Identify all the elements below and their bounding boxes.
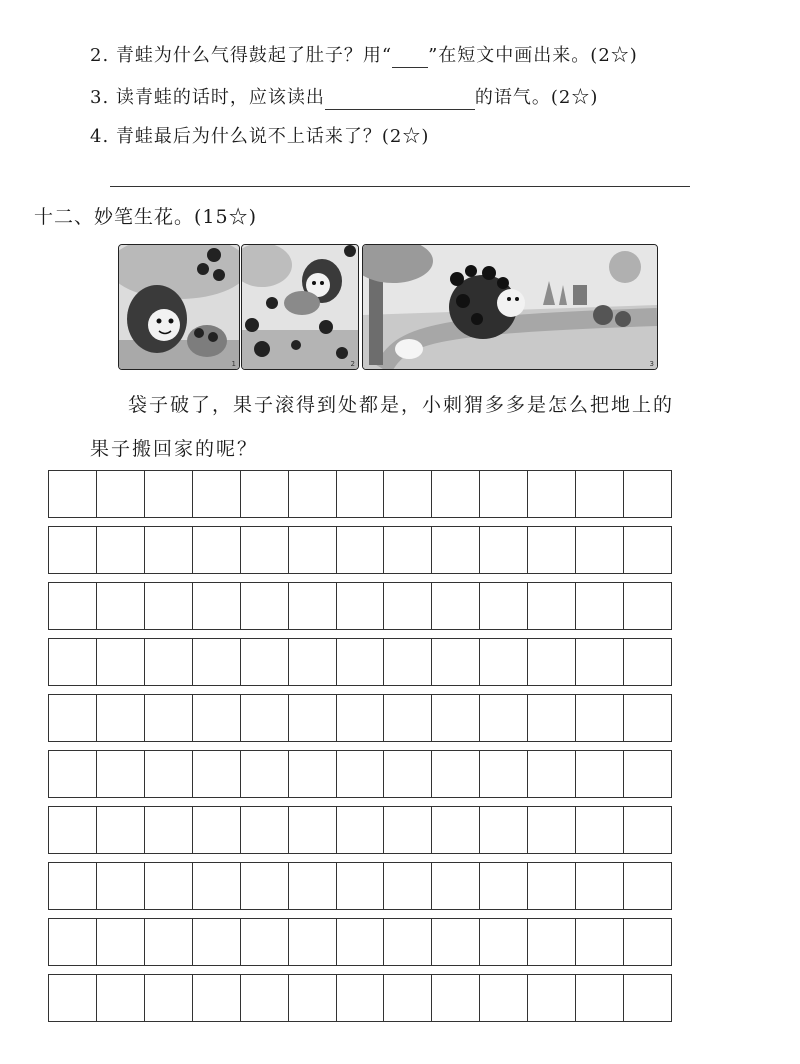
grid-cell[interactable]: [289, 919, 337, 965]
grid-cell[interactable]: [624, 863, 671, 909]
grid-cell[interactable]: [97, 919, 145, 965]
grid-cell[interactable]: [145, 583, 193, 629]
grid-cell[interactable]: [289, 807, 337, 853]
grid-row: [48, 582, 672, 630]
grid-cell[interactable]: [432, 471, 480, 517]
question-2-text-a: 2. 青蛙为什么气得鼓起了肚子？用“: [90, 45, 393, 66]
grid-cell[interactable]: [528, 807, 576, 853]
grid-cell[interactable]: [528, 751, 576, 797]
grid-cell[interactable]: [49, 695, 97, 741]
grid-cell[interactable]: [145, 527, 193, 573]
grid-cell[interactable]: [432, 919, 480, 965]
grid-cell[interactable]: [49, 583, 97, 629]
question-3-text-a: 3. 读青蛙的话时，应该读出: [90, 87, 325, 108]
grid-cell[interactable]: [480, 975, 528, 1021]
grid-cell[interactable]: [97, 695, 145, 741]
grid-cell[interactable]: [528, 695, 576, 741]
grid-cell[interactable]: [576, 695, 624, 741]
grid-cell[interactable]: [576, 919, 624, 965]
grid-cell[interactable]: [289, 751, 337, 797]
grid-cell[interactable]: [145, 695, 193, 741]
grid-cell[interactable]: [624, 471, 671, 517]
hedgehog-picking-fruit-illustration: [119, 245, 239, 369]
grid-cell[interactable]: [384, 975, 432, 1021]
grid-cell[interactable]: [384, 639, 432, 685]
grid-cell[interactable]: [337, 807, 385, 853]
grid-cell[interactable]: [624, 639, 671, 685]
grid-cell[interactable]: [480, 527, 528, 573]
grid-cell[interactable]: [432, 527, 480, 573]
grid-cell[interactable]: [241, 919, 289, 965]
grid-cell[interactable]: [576, 639, 624, 685]
grid-cell[interactable]: [289, 583, 337, 629]
grid-cell[interactable]: [576, 807, 624, 853]
grid-cell[interactable]: [480, 919, 528, 965]
grid-cell[interactable]: [145, 471, 193, 517]
picture-panel-3: [362, 244, 658, 370]
grid-cell[interactable]: [528, 639, 576, 685]
grid-cell[interactable]: [193, 863, 241, 909]
grid-cell[interactable]: [480, 639, 528, 685]
grid-cell[interactable]: [241, 751, 289, 797]
grid-cell[interactable]: [241, 863, 289, 909]
grid-cell[interactable]: [145, 807, 193, 853]
grid-cell[interactable]: [97, 751, 145, 797]
grid-cell[interactable]: [384, 751, 432, 797]
grid-cell[interactable]: [289, 527, 337, 573]
grid-cell[interactable]: [384, 527, 432, 573]
grid-cell[interactable]: [528, 527, 576, 573]
grid-cell[interactable]: [241, 807, 289, 853]
grid-cell[interactable]: [384, 471, 432, 517]
grid-cell[interactable]: [480, 751, 528, 797]
grid-cell[interactable]: [97, 863, 145, 909]
grid-cell[interactable]: [576, 863, 624, 909]
grid-cell[interactable]: [241, 583, 289, 629]
grid-row: [48, 638, 672, 686]
grid-cell[interactable]: [432, 863, 480, 909]
grid-cell[interactable]: [337, 863, 385, 909]
grid-cell[interactable]: [49, 639, 97, 685]
grid-cell[interactable]: [193, 695, 241, 741]
grid-cell[interactable]: [49, 919, 97, 965]
grid-cell[interactable]: [241, 639, 289, 685]
grid-cell[interactable]: [624, 919, 671, 965]
grid-cell[interactable]: [145, 919, 193, 965]
grid-cell[interactable]: [480, 583, 528, 629]
grid-cell[interactable]: [528, 471, 576, 517]
grid-cell[interactable]: [384, 807, 432, 853]
question-4: [90, 125, 429, 149]
grid-cell[interactable]: [289, 695, 337, 741]
grid-cell[interactable]: [528, 863, 576, 909]
question-2-blank[interactable]: [392, 47, 428, 68]
grid-cell[interactable]: [145, 863, 193, 909]
picture-panel-2: [241, 244, 359, 370]
grid-cell[interactable]: [193, 471, 241, 517]
grid-row: [48, 750, 672, 798]
question-4-text: 4. 青蛙最后为什么说不上话来了？(2☆): [90, 126, 430, 147]
question-3-blank[interactable]: [325, 89, 475, 110]
grid-cell[interactable]: [624, 807, 671, 853]
hedgehog-carrying-fruit-on-spines-illustration: [363, 245, 657, 369]
grid-cell[interactable]: [49, 863, 97, 909]
grid-cell[interactable]: [241, 527, 289, 573]
grid-cell[interactable]: [193, 583, 241, 629]
picture-panel-1: [118, 244, 240, 370]
grid-cell[interactable]: [432, 751, 480, 797]
grid-cell[interactable]: [193, 639, 241, 685]
grid-cell[interactable]: [624, 975, 671, 1021]
grid-cell[interactable]: [337, 919, 385, 965]
grid-cell[interactable]: [97, 807, 145, 853]
grid-cell[interactable]: [337, 527, 385, 573]
grid-cell[interactable]: [337, 695, 385, 741]
grid-cell[interactable]: [576, 527, 624, 573]
section-title: 十二、妙笔生花。(15☆): [34, 206, 258, 228]
grid-cell[interactable]: [145, 639, 193, 685]
grid-cell[interactable]: [432, 807, 480, 853]
grid-cell[interactable]: [97, 639, 145, 685]
question-2: [90, 44, 638, 68]
grid-cell[interactable]: [97, 975, 145, 1021]
grid-cell[interactable]: [528, 919, 576, 965]
grid-cell[interactable]: [193, 919, 241, 965]
grid-cell[interactable]: [289, 471, 337, 517]
question-2-text-b: ”在短文中画出来。(2☆): [428, 45, 638, 66]
passage-line-2: 果子搬回家的呢？: [90, 438, 259, 460]
passage-line-1: 袋子破了，果子滚得到处都是，小刺猬多多是怎么把地上的: [128, 394, 675, 416]
grid-cell[interactable]: [528, 583, 576, 629]
grid-cell[interactable]: [432, 695, 480, 741]
grid-cell[interactable]: [337, 471, 385, 517]
grid-cell[interactable]: [49, 975, 97, 1021]
picture-number-3: 3: [649, 360, 654, 368]
grid-cell[interactable]: [49, 527, 97, 573]
question-3-text-b: 的语气。(2☆): [474, 87, 599, 108]
grid-cell[interactable]: [337, 975, 385, 1021]
grid-cell[interactable]: [289, 639, 337, 685]
grid-cell[interactable]: [576, 471, 624, 517]
grid-cell[interactable]: [384, 919, 432, 965]
grid-cell[interactable]: [432, 975, 480, 1021]
question-4-answer-line[interactable]: [110, 186, 690, 187]
grid-cell[interactable]: [624, 527, 671, 573]
grid-row: [48, 526, 672, 574]
grid-cell[interactable]: [289, 863, 337, 909]
grid-row: [48, 974, 672, 1022]
writing-grid[interactable]: [48, 470, 672, 1022]
grid-cell[interactable]: [97, 527, 145, 573]
grid-cell[interactable]: [193, 527, 241, 573]
grid-cell[interactable]: [193, 975, 241, 1021]
grid-cell[interactable]: [480, 471, 528, 517]
grid-cell[interactable]: [241, 695, 289, 741]
grid-cell[interactable]: [384, 695, 432, 741]
grid-cell[interactable]: [49, 471, 97, 517]
grid-cell[interactable]: [241, 975, 289, 1021]
grid-cell[interactable]: [289, 975, 337, 1021]
question-3: [90, 86, 598, 110]
bag-breaks-fruit-rolling-illustration: [242, 245, 358, 369]
grid-cell[interactable]: [480, 863, 528, 909]
grid-cell[interactable]: [49, 807, 97, 853]
grid-cell[interactable]: [384, 583, 432, 629]
grid-cell[interactable]: [193, 807, 241, 853]
grid-cell[interactable]: [624, 751, 671, 797]
picture-number-2: 2: [350, 360, 355, 368]
grid-cell[interactable]: [624, 695, 671, 741]
grid-cell[interactable]: [384, 863, 432, 909]
grid-cell[interactable]: [49, 751, 97, 797]
grid-cell[interactable]: [337, 639, 385, 685]
grid-cell[interactable]: [480, 695, 528, 741]
grid-cell[interactable]: [97, 471, 145, 517]
grid-cell[interactable]: [576, 975, 624, 1021]
grid-cell[interactable]: [624, 583, 671, 629]
grid-cell[interactable]: [480, 807, 528, 853]
grid-cell[interactable]: [576, 751, 624, 797]
grid-cell[interactable]: [432, 583, 480, 629]
grid-cell[interactable]: [241, 471, 289, 517]
grid-cell[interactable]: [145, 975, 193, 1021]
picture-number-1: 1: [231, 360, 236, 368]
grid-row: [48, 694, 672, 742]
grid-row: [48, 470, 672, 518]
grid-row: [48, 862, 672, 910]
grid-cell[interactable]: [528, 975, 576, 1021]
grid-cell[interactable]: [193, 751, 241, 797]
grid-cell[interactable]: [337, 751, 385, 797]
grid-cell[interactable]: [576, 583, 624, 629]
grid-cell[interactable]: [145, 751, 193, 797]
grid-cell[interactable]: [432, 639, 480, 685]
grid-cell[interactable]: [97, 583, 145, 629]
grid-cell[interactable]: [337, 583, 385, 629]
grid-row: [48, 806, 672, 854]
grid-row: [48, 918, 672, 966]
